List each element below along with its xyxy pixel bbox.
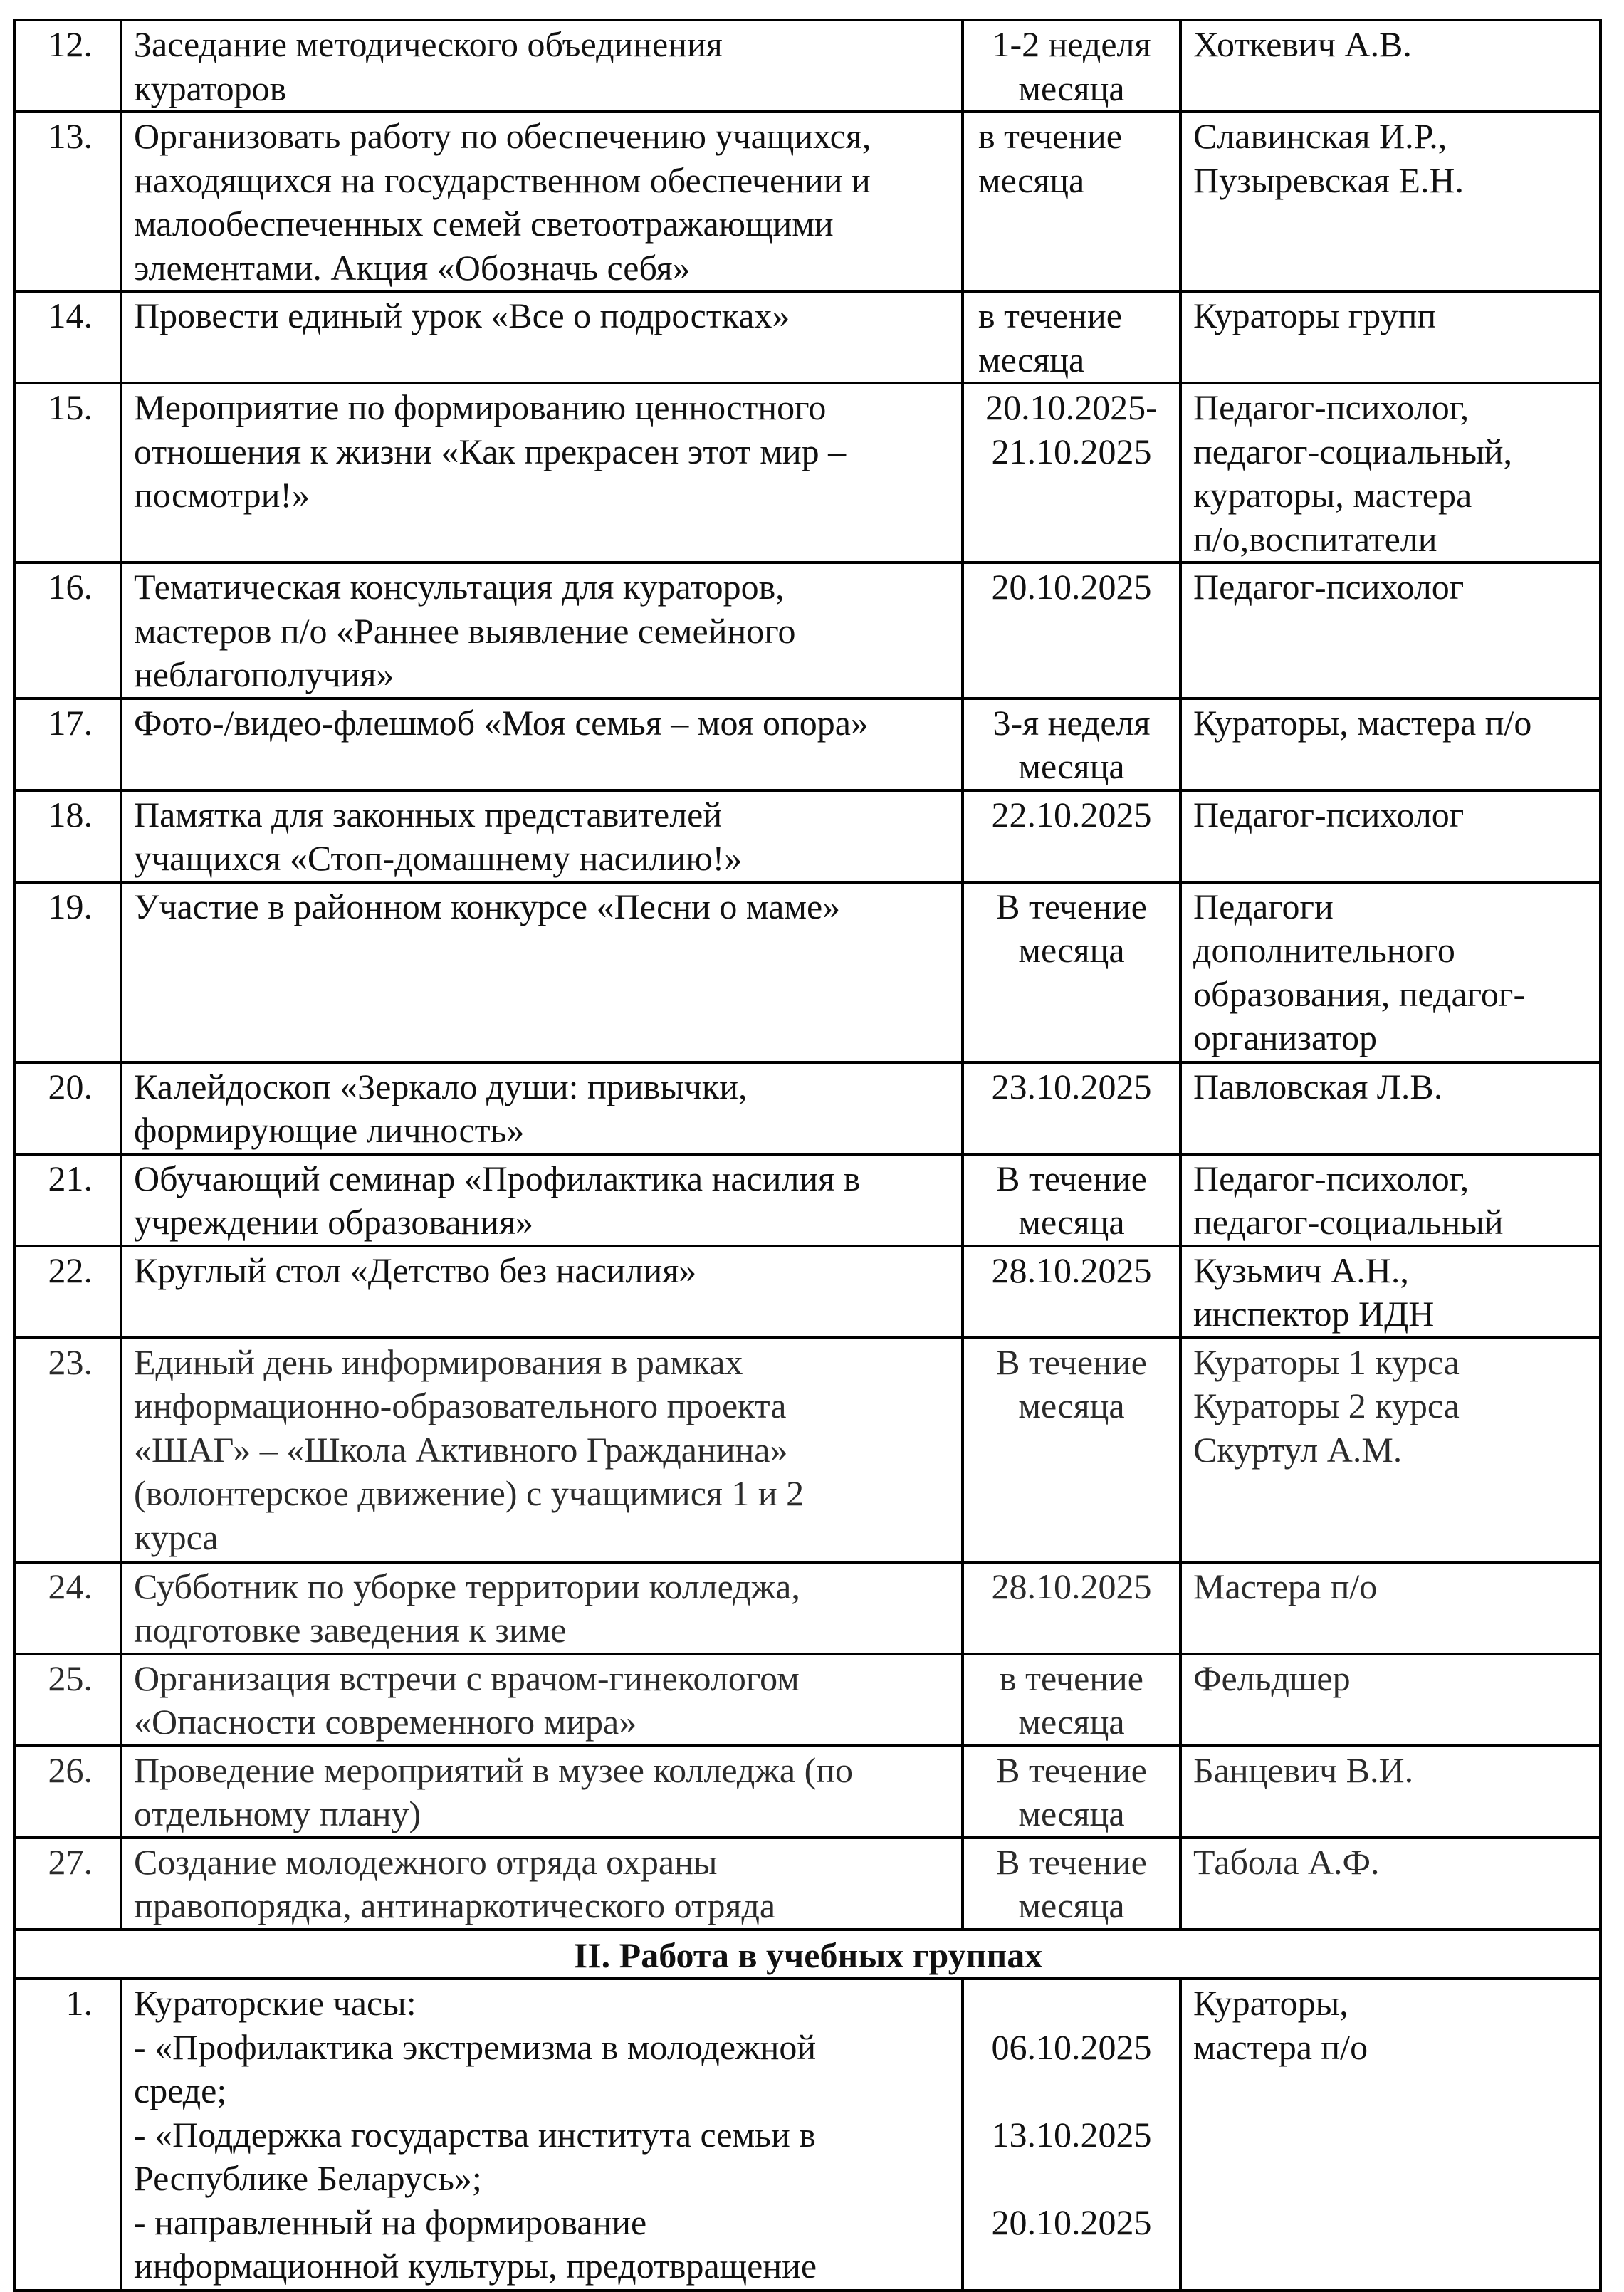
cell-line: Славинская И.Р., xyxy=(1193,116,1447,156)
cell-line: подготовке заведения к зиме xyxy=(134,1610,567,1650)
date-cell xyxy=(963,1838,1180,1930)
cell-line: месяца xyxy=(1018,1885,1125,1925)
cell-line: Педагог-психолог, xyxy=(1193,1158,1470,1198)
cell-line: Проведение мероприятий в музее колледжа (по xyxy=(134,1749,854,1790)
cell-line: формирующие личность» xyxy=(134,1110,525,1150)
cell-line: В течение xyxy=(996,886,1147,926)
cell-line: «ШАГ» – «Школа Активного Гражданина» xyxy=(134,1429,788,1470)
plan-table xyxy=(13,19,1602,2292)
cell-line: Фото-/видео-флешмоб «Моя семья – моя опора» xyxy=(134,702,869,743)
cell-line: месяца xyxy=(1018,1702,1125,1742)
row-number: 15. xyxy=(14,383,121,562)
cell-line: месяца xyxy=(1018,68,1125,108)
cell-line: Павловская Л.В. xyxy=(1193,1066,1443,1106)
date-cell xyxy=(963,882,1180,1062)
responsible-cell xyxy=(1180,1246,1601,1338)
responsible-cell xyxy=(1180,1654,1601,1746)
cell-line: Банцевич В.И. xyxy=(1193,1749,1414,1790)
activity-cell xyxy=(121,20,963,112)
cell-line: элементами. Акция «Обозначь себя» xyxy=(134,247,691,288)
activity-cell xyxy=(121,1654,963,1746)
cell-line xyxy=(968,2244,1175,2288)
responsible-cell xyxy=(1180,562,1601,698)
cell-line: учащихся «Стоп-домашнему насилию!» xyxy=(134,838,743,878)
date-cell xyxy=(963,1246,1180,1338)
cell-line: Участие в районном конкурсе «Песни о маме» xyxy=(134,886,841,926)
cell-line: кураторы, мастера xyxy=(1193,475,1472,515)
table-row xyxy=(14,698,1601,790)
cell-line: месяца xyxy=(1018,1794,1125,1833)
cell-line: образования, педагог- xyxy=(1193,973,1526,1014)
cell-line: 20.10.2025 xyxy=(991,2202,1152,2242)
cell-line: Табола А.Ф. xyxy=(1193,1841,1380,1882)
cell-line: Калейдоскоп «Зеркало души: привычки, xyxy=(134,1066,748,1106)
row-number: 19. xyxy=(14,882,121,1062)
activity-cell xyxy=(121,112,963,291)
cell-line: 3-я неделя xyxy=(992,702,1151,743)
cell-line: учреждении образования» xyxy=(134,1202,534,1242)
cell-line: Субботник по уборке территории колледжа, xyxy=(134,1566,800,1606)
table-row xyxy=(14,383,1601,562)
responsible-cell xyxy=(1180,1838,1601,1930)
cell-line: Скуртул А.М. xyxy=(1193,1429,1403,1470)
section-header-row xyxy=(14,1930,1601,1979)
activity-cell xyxy=(121,1979,963,2291)
date-cell xyxy=(963,291,1180,383)
cell-line: в течение xyxy=(1000,1658,1143,1698)
table-row xyxy=(14,1562,1601,1654)
cell-line xyxy=(968,2157,1175,2201)
table-row xyxy=(14,1154,1601,1246)
cell-line: правопорядка, антинаркотического отряда xyxy=(134,1885,776,1925)
cell-line: Тематическая консультация для кураторов, xyxy=(134,567,785,607)
cell-line: Кураторы, мастера п/о xyxy=(1193,702,1532,743)
cell-line: информационной культуры, предотвращение xyxy=(134,2246,817,2286)
table-row xyxy=(14,790,1601,882)
cell-line: в течение xyxy=(978,116,1122,156)
table-row xyxy=(14,562,1601,698)
cell-line: месяца xyxy=(1018,930,1125,970)
cell-line: педагог-социальный xyxy=(1193,1202,1504,1242)
responsible-cell xyxy=(1180,698,1601,790)
row-number: 14. xyxy=(14,291,121,383)
cell-line: Организовать работу по обеспечению учащихся, xyxy=(134,116,871,156)
cell-line: малообеспеченных семей светоотражающими xyxy=(134,204,834,244)
cell-line: месяца xyxy=(1018,1386,1125,1425)
activity-cell xyxy=(121,291,963,383)
cell-line: Кураторы 2 курса xyxy=(1193,1386,1460,1425)
responsible-cell xyxy=(1180,1338,1601,1562)
cell-line: в течение xyxy=(978,295,1122,335)
date-cell xyxy=(963,1562,1180,1654)
cell-line: 06.10.2025 xyxy=(991,2026,1152,2067)
activity-cell xyxy=(121,1062,963,1154)
cell-line: Педагоги xyxy=(1193,886,1334,926)
cell-line: Кураторские часы: xyxy=(134,1983,417,2023)
cell-line: В течение xyxy=(996,1749,1147,1790)
row-number: 26. xyxy=(14,1746,121,1838)
cell-line: - «Поддержка государства института семьи в xyxy=(134,2114,816,2155)
activity-cell xyxy=(121,1562,963,1654)
cell-line: инспектор ИДН xyxy=(1193,1294,1435,1334)
cell-line: Памятка для законных представителей xyxy=(134,794,723,834)
cell-line: информационно-образовательного проекта xyxy=(134,1386,787,1425)
cell-line: отношения к жизни «Как прекрасен этот мир – xyxy=(134,431,847,471)
date-cell xyxy=(963,112,1180,291)
date-cell xyxy=(963,1654,1180,1746)
cell-line: Кураторы, xyxy=(1193,1983,1348,2023)
activity-cell xyxy=(121,882,963,1062)
cell-line: 28.10.2025 xyxy=(991,1566,1152,1606)
row-number: 27. xyxy=(14,1838,121,1930)
cell-line: курса xyxy=(134,1517,219,1557)
cell-line: Создание молодежного отряда охраны xyxy=(134,1841,718,1882)
row-number: 22. xyxy=(14,1246,121,1338)
responsible-cell xyxy=(1180,112,1601,291)
cell-line: 23.10.2025 xyxy=(991,1066,1152,1106)
responsible-cell xyxy=(1180,383,1601,562)
cell-line: Кузьмич А.Н., xyxy=(1193,1250,1409,1290)
activity-cell xyxy=(121,383,963,562)
activity-cell xyxy=(121,1746,963,1838)
table-row xyxy=(14,1246,1601,1338)
table-row xyxy=(14,20,1601,112)
cell-line: 20.10.2025 xyxy=(991,567,1152,607)
cell-line: Фельдшер xyxy=(1193,1658,1351,1698)
activity-cell xyxy=(121,562,963,698)
plan-table-body xyxy=(14,20,1601,2291)
cell-line: Провести единый урок «Все о подростках» xyxy=(134,295,790,335)
cell-line: Педагог-психолог xyxy=(1193,567,1465,607)
row-number: 13. xyxy=(14,112,121,291)
table-row xyxy=(14,1838,1601,1930)
row-number: 23. xyxy=(14,1338,121,1562)
cell-line: п/о,воспитатели xyxy=(1193,518,1437,559)
row-number: 12. xyxy=(14,20,121,112)
cell-line: кураторов xyxy=(134,68,287,108)
table-row xyxy=(14,1654,1601,1746)
row-number: 24. xyxy=(14,1562,121,1654)
date-cell xyxy=(963,20,1180,112)
table-row xyxy=(14,1979,1601,2291)
cell-line: Круглый стол «Детство без насилия» xyxy=(134,1250,697,1290)
cell-line: В течение xyxy=(996,1841,1147,1882)
activity-cell xyxy=(121,1838,963,1930)
cell-line: 22.10.2025 xyxy=(991,794,1152,834)
section-title: II. Работа в учебных группах xyxy=(14,1930,1601,1979)
cell-line: Единый день информирования в рамках xyxy=(134,1341,743,1382)
cell-line: 21.10.2025 xyxy=(991,431,1152,471)
table-row xyxy=(14,1746,1601,1838)
date-cell xyxy=(963,790,1180,882)
table-row xyxy=(14,1062,1601,1154)
responsible-cell xyxy=(1180,291,1601,383)
date-cell xyxy=(963,1062,1180,1154)
date-cell xyxy=(963,562,1180,698)
activity-cell xyxy=(121,1154,963,1246)
responsible-cell xyxy=(1180,1979,1601,2291)
activity-cell xyxy=(121,790,963,882)
responsible-cell xyxy=(1180,20,1601,112)
cell-line: 1-2 неделя xyxy=(992,24,1151,64)
cell-line: отдельному плану) xyxy=(134,1794,421,1833)
date-cell xyxy=(963,698,1180,790)
row-number: 18. xyxy=(14,790,121,882)
cell-line xyxy=(968,1982,1175,2026)
cell-line: Мастера п/о xyxy=(1193,1566,1378,1606)
cell-line: мастера п/о xyxy=(1193,2026,1368,2067)
cell-line xyxy=(968,2069,1175,2113)
row-number: 17. xyxy=(14,698,121,790)
cell-line: дополнительного xyxy=(1193,930,1455,970)
date-cell xyxy=(963,1979,1180,2291)
cell-line: посмотри!» xyxy=(134,475,310,515)
responsible-cell xyxy=(1180,1746,1601,1838)
date-cell xyxy=(963,383,1180,562)
activity-cell xyxy=(121,1338,963,1562)
row-number: 20. xyxy=(14,1062,121,1154)
cell-line: Хоткевич А.В. xyxy=(1193,24,1412,64)
cell-line: Организация встречи с врачом-гинекологом xyxy=(134,1658,800,1698)
responsible-cell xyxy=(1180,882,1601,1062)
cell-line: среде; xyxy=(134,2071,227,2110)
responsible-cell xyxy=(1180,790,1601,882)
date-cell xyxy=(963,1338,1180,1562)
cell-line: Педагог-психолог, xyxy=(1193,387,1470,427)
row-number: 16. xyxy=(14,562,121,698)
table-row xyxy=(14,291,1601,383)
cell-line: Пузыревская Е.Н. xyxy=(1193,159,1465,200)
cell-line: Педагог-психолог xyxy=(1193,794,1465,834)
cell-line: «Опасности современного мира» xyxy=(134,1702,637,1742)
cell-line: (волонтерское движение) с учащимися 1 и 2 xyxy=(134,1473,805,1513)
cell-line: Мероприятие по формированию ценностного xyxy=(134,387,827,427)
cell-line: месяца xyxy=(978,159,1085,200)
cell-line: 13.10.2025 xyxy=(991,2114,1152,2155)
activity-cell xyxy=(121,1246,963,1338)
responsible-cell xyxy=(1180,1562,1601,1654)
cell-line: Заседание методического объединения xyxy=(134,24,723,64)
row-number: 25. xyxy=(14,1654,121,1746)
cell-line: В течение xyxy=(996,1158,1147,1198)
row-number: 21. xyxy=(14,1154,121,1246)
date-cell xyxy=(963,1154,1180,1246)
row-number: 1. xyxy=(14,1979,121,2291)
cell-line: - «Профилактика экстремизма в молодежной xyxy=(134,2026,817,2067)
cell-line: находящихся на государственном обеспечении и xyxy=(134,159,871,200)
table-row xyxy=(14,112,1601,291)
cell-line: Обучающий семинар «Профилактика насилия в xyxy=(134,1158,861,1198)
cell-line: месяца xyxy=(1018,746,1125,786)
table-row xyxy=(14,882,1601,1062)
responsible-cell xyxy=(1180,1154,1601,1246)
activity-cell xyxy=(121,698,963,790)
cell-line: Кураторы групп xyxy=(1193,295,1437,335)
cell-line: 20.10.2025- xyxy=(985,387,1158,427)
cell-line: Кураторы 1 курса xyxy=(1193,1341,1460,1382)
cell-line: - направленный на формирование xyxy=(134,2202,647,2242)
cell-line: Республике Беларусь»; xyxy=(134,2158,482,2198)
cell-line: месяца xyxy=(978,339,1085,380)
cell-line: неблагополучия» xyxy=(134,654,394,694)
cell-line: В течение xyxy=(996,1341,1147,1382)
cell-line: мастеров п/о «Раннее выявление семейного xyxy=(134,610,796,651)
cell-line: месяца xyxy=(1018,1202,1125,1242)
table-row xyxy=(14,1338,1601,1562)
date-cell xyxy=(963,1746,1180,1838)
cell-line: 28.10.2025 xyxy=(991,1250,1152,1290)
responsible-cell xyxy=(1180,1062,1601,1154)
cell-line: педагог-социальный, xyxy=(1193,431,1513,471)
cell-line: организатор xyxy=(1193,1017,1378,1057)
